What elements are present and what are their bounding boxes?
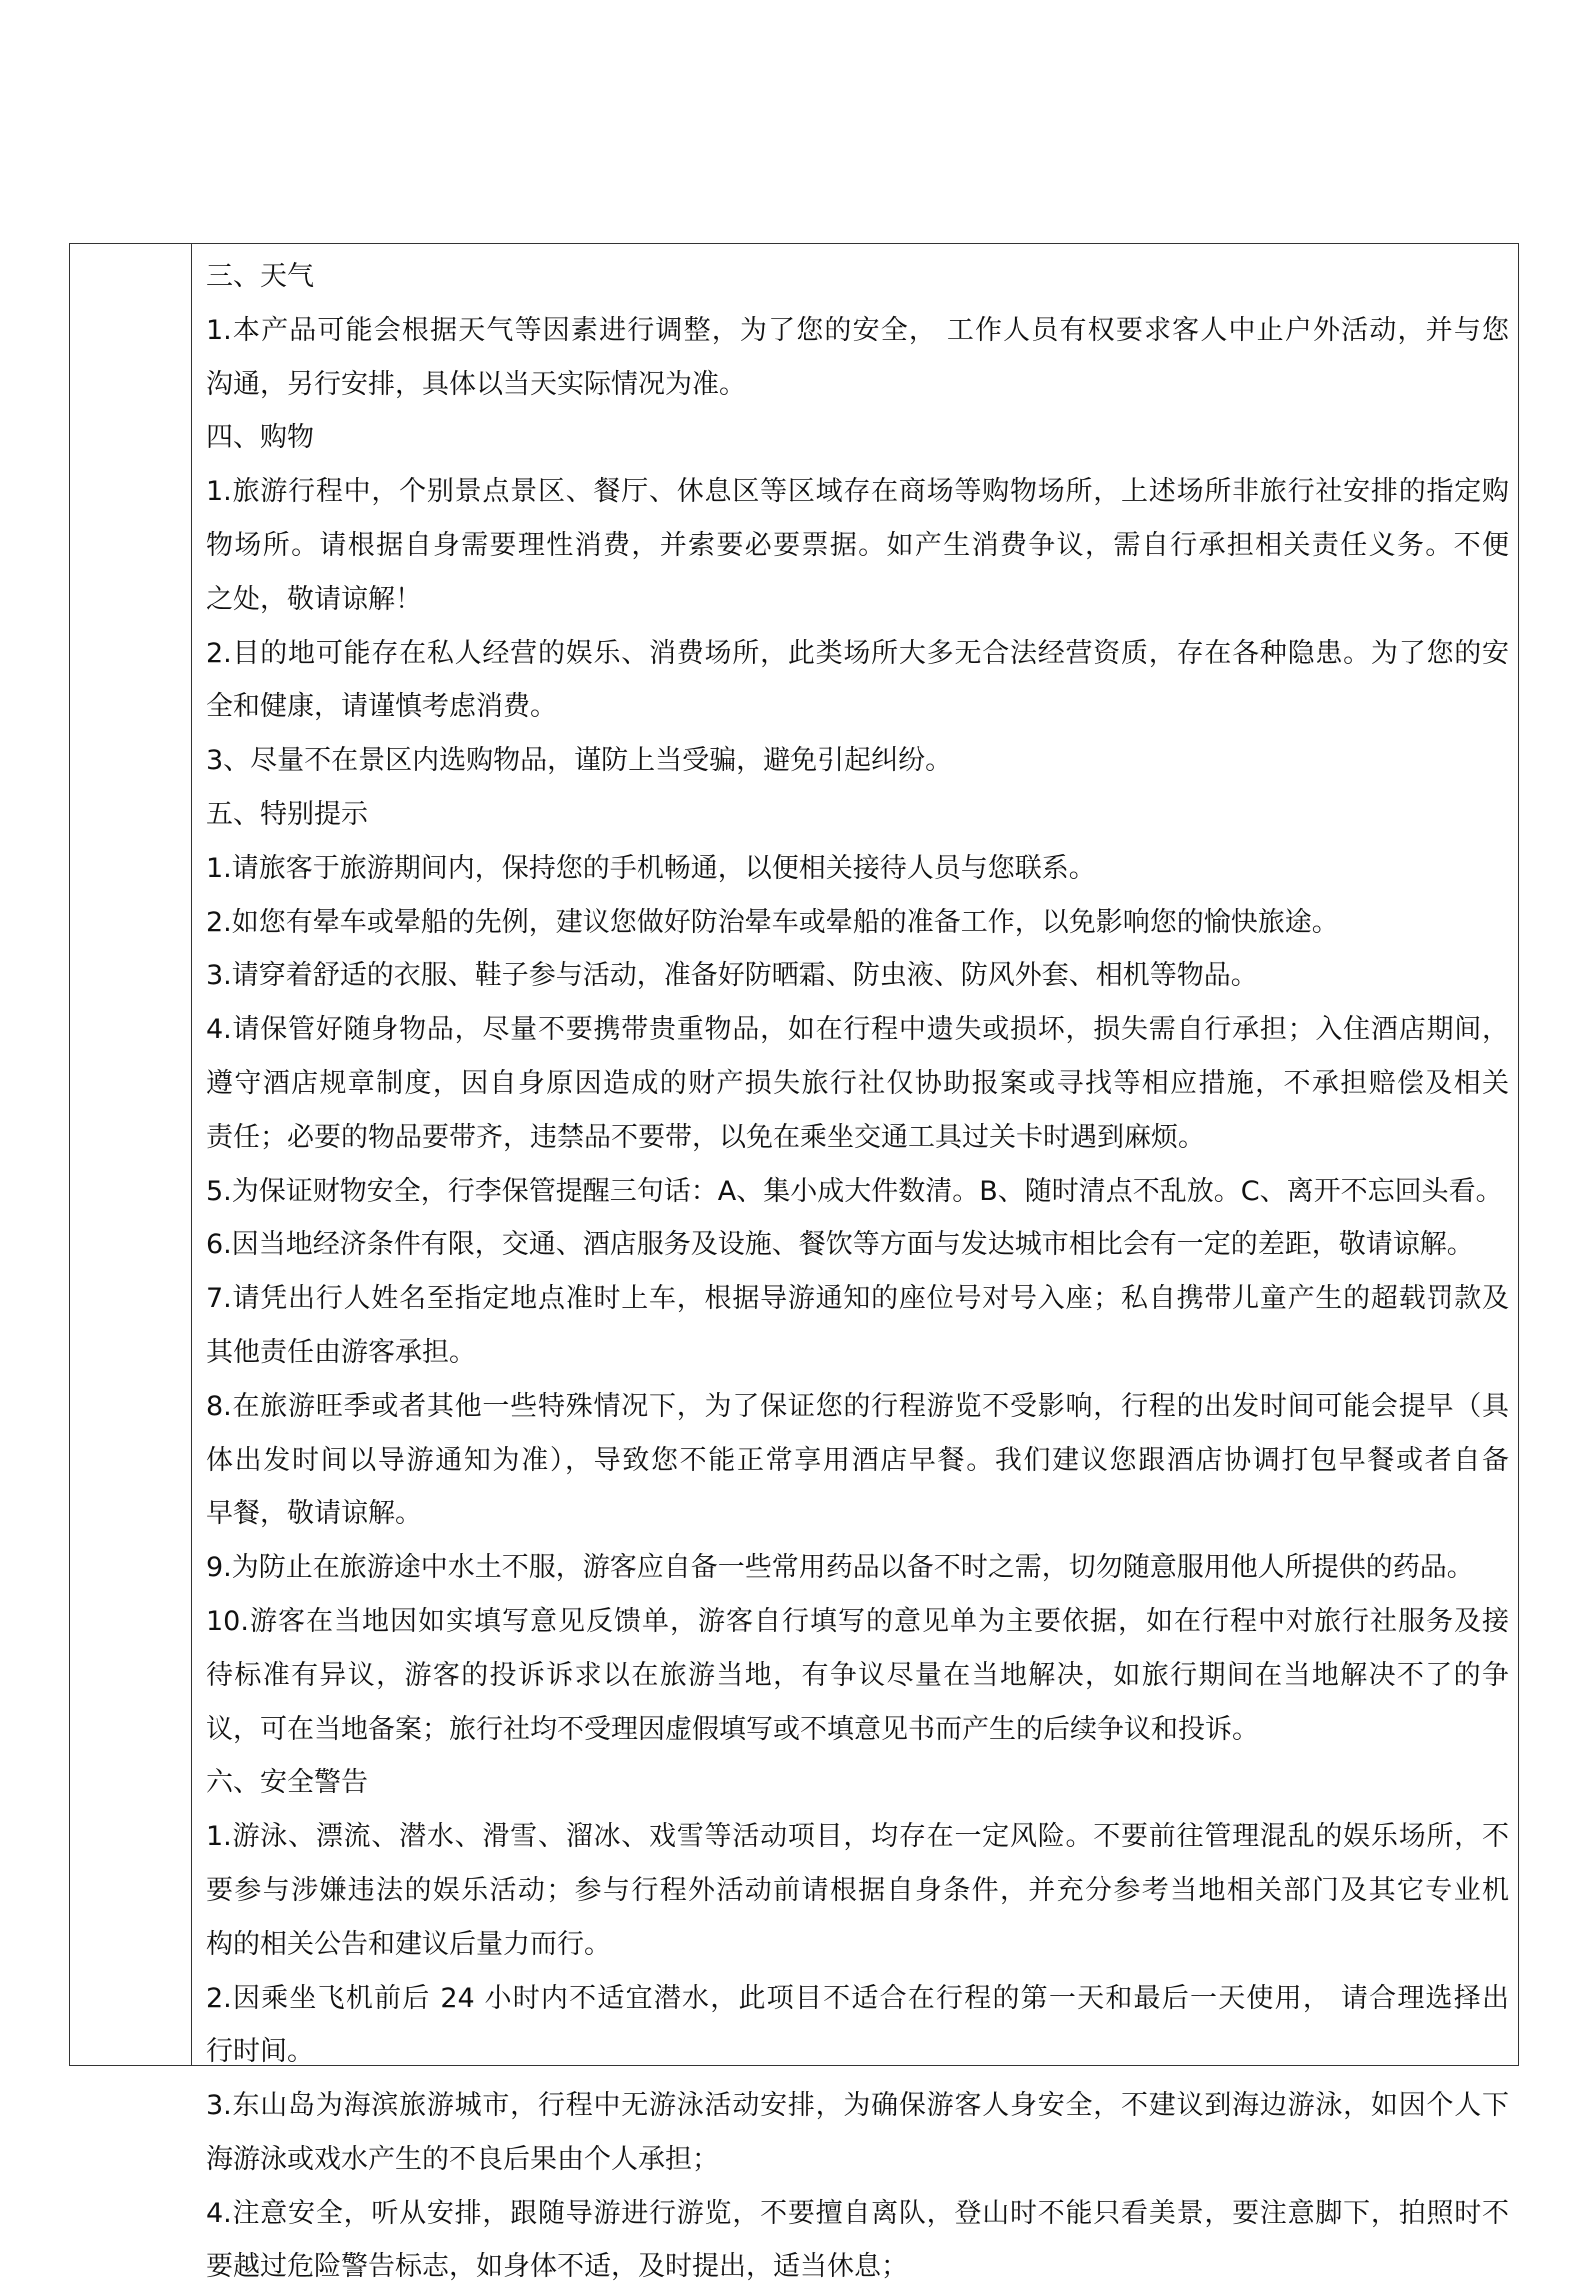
text-line: 四、购物: [206, 422, 314, 454]
text-line: 3.东山岛为海滨旅游城市，行程中无游泳活动安排，为确保游客人身安全，不建议到海边游泳，如因个人下: [206, 2090, 1509, 2122]
text-line: 体出发时间以导游通知为准），导致您不能正常享用酒店早餐。我们建议您跟酒店协调打包早餐或者自备: [206, 1444, 1509, 1476]
text-line: 7.请凭出行人姓名至指定地点准时上车，根据导游通知的座位号对号入座；私自携带儿童产生的超载罚款及: [206, 1283, 1509, 1315]
paragraph: [206, 1218, 1509, 1272]
paragraph: [206, 304, 1509, 412]
paragraph: [206, 1272, 1509, 1380]
table-content-cell: [206, 250, 1509, 2294]
text-line: 1.旅游行程中，个别景点景区、餐厅、休息区等区域存在商场等购物场所，上述场所非旅行社安排的指定购: [206, 476, 1509, 508]
text-line: 早餐，敬请谅解。: [206, 1498, 422, 1530]
text-line: 责任；必要的物品要带齐，违禁品不要带，以免在乘坐交通工具过关卡时遇到麻烦。: [206, 1121, 1205, 1153]
text-line: 其他责任由游客承担。: [206, 1336, 476, 1368]
notice-table: [69, 243, 1519, 2283]
text-line: 5.为保证财物安全，行李保管提醒三句话：A、集小成大件数清。B、随时清点不乱放。C、离开不忘回头看。: [206, 1175, 1503, 1207]
paragraph: [206, 1972, 1509, 2080]
text-line: 要越过危险警告标志，如身体不适，及时提出，适当休息；: [206, 2251, 908, 2283]
text-line: 1.游泳、漂流、潜水、滑雪、溜冰、戏雪等活动项目，均存在一定风险。不要前往管理混乱的娱乐场所，不: [206, 1821, 1509, 1853]
paragraph: [206, 896, 1509, 950]
text-line: 2.因乘坐飞机前后 24 小时内不适宜潜水，此项目不适合在行程的第一天和最后一天使用， 请合理选择出: [206, 1982, 1509, 2014]
text-line: 6.因当地经济条件有限，交通、酒店服务及设施、餐饮等方面与发达城市相比会有一定的差距，敬请谅解。: [206, 1229, 1474, 1261]
text-line: 遵守酒店规章制度，因自身原因造成的财产损失旅行社仅协助报案或寻找等相应措施，不承担赔偿及相关: [206, 1067, 1509, 1099]
paragraph: [206, 949, 1509, 1003]
text-line: 待标准有异议，游客的投诉诉求以在旅游当地，有争议尽量在当地解决，如旅行期间在当地解决不了的争: [206, 1659, 1509, 1691]
paragraph: [206, 1541, 1509, 1595]
text-line: 之处，敬请谅解！: [206, 583, 422, 615]
text-line: 1.请旅客于旅游期间内，保持您的手机畅通，以便相关接待人员与您联系。: [206, 852, 1096, 884]
paragraph: [206, 842, 1509, 896]
paragraph: [206, 1595, 1509, 1756]
paragraph: [206, 1003, 1509, 1164]
text-line: 2.如您有晕车或晕船的先例，建议您做好防治晕车或晕船的准备工作，以免影响您的愉快旅途。: [206, 906, 1339, 938]
text-line: 海游泳或戏水产生的不良后果由个人承担；: [206, 2143, 719, 2175]
paragraph: [206, 1756, 1509, 1810]
paragraph: [206, 2187, 1509, 2294]
paragraph: [206, 1810, 1509, 1971]
paragraph: [206, 627, 1509, 735]
text-line: 要参与涉嫌违法的娱乐活动；参与行程外活动前请根据自身条件，并充分参考当地相关部门及其它专业机: [206, 1874, 1509, 1906]
text-line: 3.请穿着舒适的衣服、鞋子参与活动，准备好防晒霜、防虫液、防风外套、相机等物品。: [206, 960, 1258, 992]
paragraph: [206, 411, 1509, 465]
paragraph: [206, 250, 1509, 304]
text-line: 三、天气: [206, 261, 314, 292]
paragraph: [206, 1380, 1509, 1541]
text-line: 2.目的地可能存在私人经营的娱乐、消费场所，此类场所大多无合法经营资质，存在各种隐患。为了您的安: [206, 637, 1509, 669]
paragraph: [206, 1165, 1509, 1219]
table-left-column: [70, 244, 192, 2065]
text-line: 9.为防止在旅游途中水土不服，游客应自备一些常用药品以备不时之需，切勿随意服用他人所提供的药品。: [206, 1552, 1474, 1584]
text-line: 4.请保管好随身物品，尽量不要携带贵重物品，如在行程中遗失或损坏，损失需自行承担；入住酒店期间，: [206, 1014, 1509, 1046]
text-line: 五、特别提示: [206, 798, 368, 830]
text-line: 8.在旅游旺季或者其他一些特殊情况下，为了保证您的行程游览不受影响，行程的出发时间可能会提早（具: [206, 1390, 1509, 1422]
text-line: 物场所。请根据自身需要理性消费，并索要必要票据。如产生消费争议，需自行承担相关责任义务。不便: [206, 529, 1509, 561]
paragraph: [206, 2079, 1509, 2187]
paragraph: [206, 788, 1509, 842]
text-line: 六、安全警告: [206, 1767, 368, 1799]
text-line: 10.游客在当地因如实填写意见反馈单，游客自行填写的意见单为主要依据，如在行程中对旅行社服务及接: [206, 1605, 1509, 1637]
text-line: 4.注意安全，听从安排，跟随导游进行游览，不要擅自离队，登山时不能只看美景，要注意脚下，拍照时不: [206, 2197, 1509, 2229]
paragraph: [206, 465, 1509, 626]
text-line: 全和健康，请谨慎考虑消费。: [206, 691, 557, 723]
text-line: 行时间。: [206, 2036, 314, 2068]
text-line: 议，可在当地备案；旅行社均不受理因虚假填写或不填意见书而产生的后续争议和投诉。: [206, 1713, 1259, 1745]
text-line: 沟通，另行安排，具体以当天实际情况为准。: [206, 368, 746, 400]
paragraph: [206, 734, 1509, 788]
text-line: 3、尽量不在景区内选购物品，谨防上当受骗，避免引起纠纷。: [206, 745, 953, 777]
text-line: 构的相关公告和建议后量力而行。: [206, 1928, 611, 1960]
text-line: 1.本产品可能会根据天气等因素进行调整，为了您的安全， 工作人员有权要求客人中止户外活动，并与您: [206, 314, 1509, 346]
